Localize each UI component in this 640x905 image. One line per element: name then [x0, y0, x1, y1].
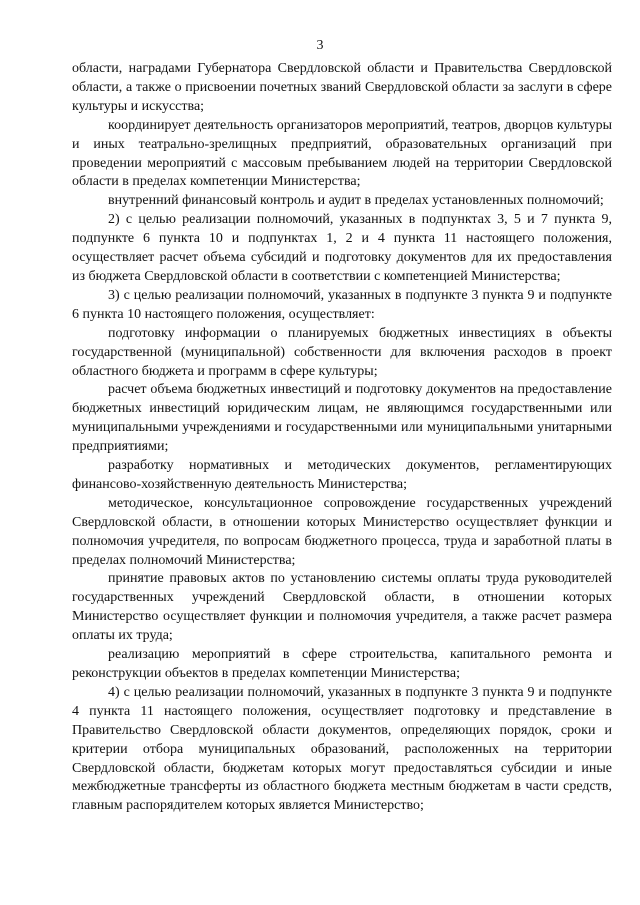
paragraph-construction: реализацию мероприятий в сфере строительства, капитального ремонта и реконструкции объектов в пределах компетенции Министерства;: [72, 647, 612, 681]
document-body: [72, 60, 612, 816]
paragraph-pay-system: принятие правовых актов по установлению системы оплаты труда руководителей государственных учреждений Свердловской области, в отношении которых Министерство осуществляет функции и полномочия учредителя, а также расчет размера оплаты их труда;: [72, 571, 612, 644]
paragraph-internal-audit: внутренний финансовый контроль и аудит в пределах установленных полномочий;: [108, 193, 604, 209]
paragraph-item-2: 2) с целью реализации полномочий, указанных в подпунктах 3, 5 и 7 пункта 9, подпункте 6 пункта 10 и подпунктах 1, 2 и 4 пункта 11 настоящего положения, осуществляет расчет объема субсидий и подготовку документов для их предоставления из бюджета Свердловской области в соответствии с компетенцией Министерства;: [72, 212, 612, 284]
paragraph-normative-docs: разработку нормативных и методических документов, регламентирующих финансово-хозяйственную деятельность Министерства;: [72, 458, 612, 492]
page-number: 3: [316, 38, 324, 53]
paragraph-continuation: области, наградами Губернатора Свердловской области и Правительства Свердловской области, а также о присвоении почетных званий Свердловской области за заслуги в сфере культуры и искусства;: [72, 61, 612, 114]
paragraph-methodical-support: методическое, консультационное сопровождение государственных учреждений Свердловской области, в отношении которых Министерство осуществляет функции и полномочия учредителя, по вопросам бюджетного процесса, труда и заработной платы в пределах полномочий Министерства;: [72, 495, 612, 568]
paragraph-coordination: координирует деятельность организаторов мероприятий, театров, дворцов культуры и иных театрально-зрелищных предприятий, образовательных организаций при проведении мероприятий с массовым пребыванием людей на территории Свердловской области в пределах компетенции Министерства;: [72, 117, 612, 190]
paragraph-investment-info: подготовку информации о планируемых бюджетных инвестициях в объекты государственной (муниципальной) собственности для включения расходов в проект областного бюджета и программ в сфере культуры;: [72, 325, 612, 379]
paragraph-item-4: 4) с целью реализации полномочий, указанных в подпункте 3 пункта 9 и подпункте 4 пункта 11 настоящего положения, осуществляет подготовку и представление в Правительство Свердловской области документов, определяющих порядок, сроки и критерии отбора муниципальных образований, расположенных на территории Свердловской области, бюджетам которых могут предоставляться субсидии и иные межбюджетные трансферты из областного бюджета местным бюджетам в части средств, главным распорядителем которых является Министерство;: [72, 684, 612, 814]
paragraph-investment-calc: расчет объема бюджетных инвестиций и подготовку документов на предоставление бюджетных инвестиций юридическим лицам, не являющимся государственными или муниципальными учреждениями и государственными или муниципальными унитарными предприятиями;: [72, 382, 612, 455]
paragraph-item-3: 3) с целью реализации полномочий, указанных в подпункте 3 пункта 9 и подпункте 6 пункта 10 настоящего положения, осуществляет:: [72, 287, 612, 322]
